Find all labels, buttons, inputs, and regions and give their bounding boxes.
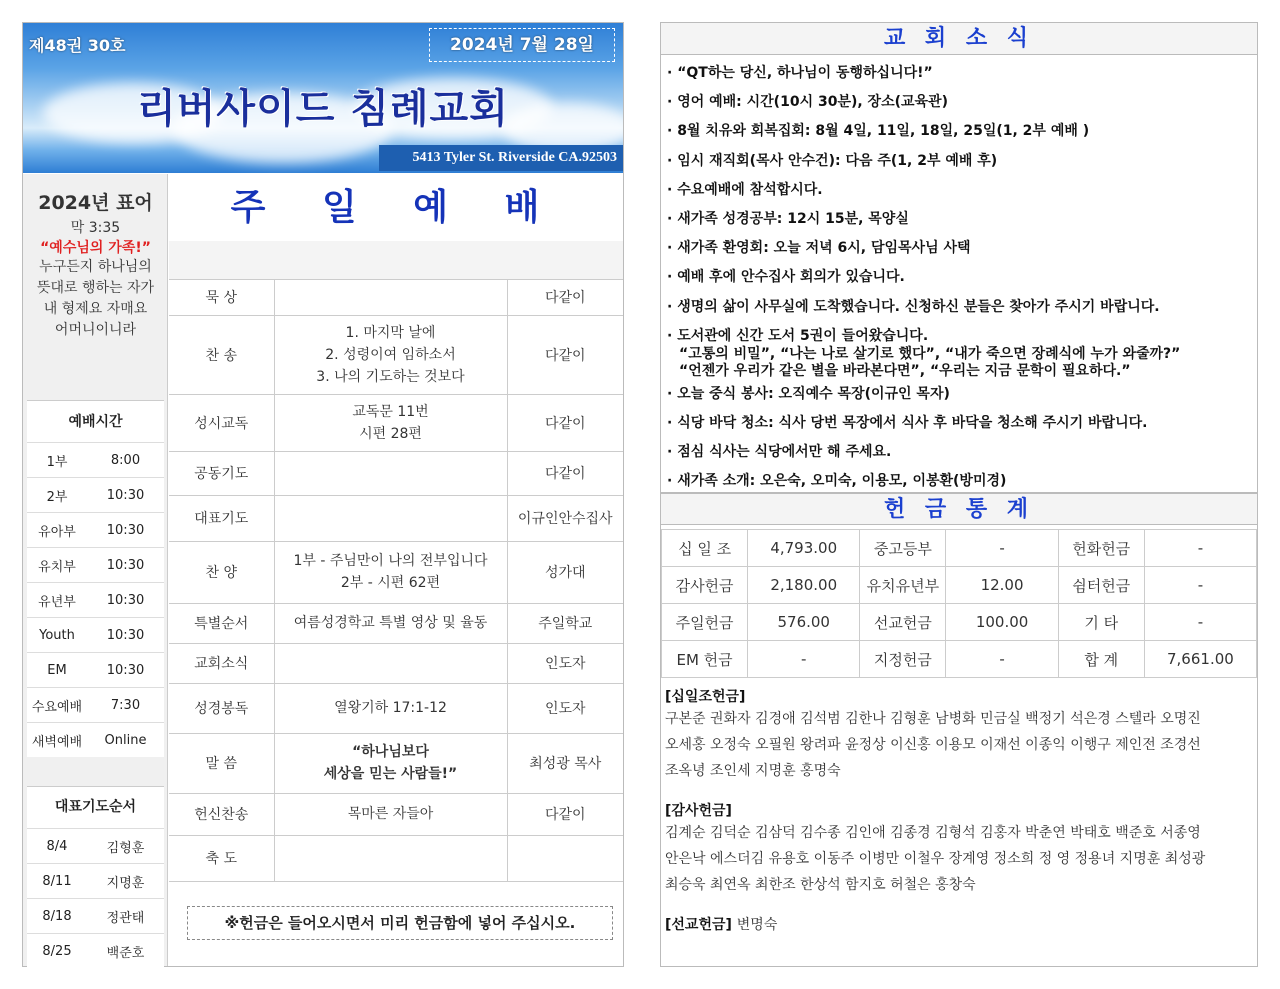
- offering-value: -: [748, 641, 860, 678]
- bulletin-date: 2024년 7월 28일: [429, 28, 615, 62]
- offering-row: [662, 567, 1257, 604]
- order-content: 교독문 11번 시편 28편: [274, 394, 507, 451]
- order-of-worship: [169, 241, 623, 882]
- schedule-row: [27, 722, 164, 757]
- mission-names: 변명숙: [736, 917, 778, 933]
- news-item: · 점심 식사는 식당에서만 해 주세요.: [667, 444, 892, 461]
- service-time: Online: [104, 732, 147, 748]
- offering-row: [662, 604, 1257, 641]
- service-time: 8:00: [110, 452, 141, 468]
- tithe-names: 오세홍 오정숙 오필원 왕려파 윤정상 이신홍 이용모 이재선 이종익 이행구 제인전 조경선: [665, 737, 1201, 753]
- offering-label: 유치유년부: [860, 567, 946, 604]
- news-item: · “QT하는 당신, 하나님이 동행하십니다!”: [667, 65, 933, 81]
- order-item: 찬 양: [169, 541, 274, 603]
- order-leader: 인도자: [507, 683, 623, 733]
- prayer-row: [27, 828, 164, 863]
- service-name: Youth: [39, 627, 75, 643]
- offering-label: 감사헌금: [662, 567, 748, 604]
- offering-value: -: [946, 641, 1058, 678]
- order-content: [274, 279, 507, 315]
- offering-title: 헌 금 통 계: [661, 493, 1257, 525]
- news-item: · 도서관에 신간 도서 5권이 들어왔습니다.: [667, 327, 929, 344]
- order-leader: 인도자: [507, 643, 623, 683]
- service-time: 10:30: [106, 557, 145, 573]
- service-name: 수요예배: [31, 699, 83, 715]
- news-item: · 식당 바닥 청소: 식사 당번 목장에서 식사 후 바닥을 청소해 주시기 바랍니다.: [667, 415, 1148, 432]
- schedule-row: [27, 477, 164, 512]
- order-row: [169, 541, 623, 603]
- prayer-order: [27, 786, 164, 968]
- order-item: 말 씀: [169, 733, 274, 793]
- service-name: 유아부: [38, 524, 76, 540]
- tithe-names: 구본준 권화자 김경애 김석범 김한나 김형훈 남병화 민금실 백정기 석은경 스텔라 오명진: [665, 711, 1201, 727]
- order-content: 1. 마지막 날에 2. 성령이여 임하소서 3. 나의 기도하는 것보다: [274, 315, 507, 394]
- service-name: 1부: [46, 454, 68, 470]
- order-content: 1부 - 주님만이 나의 전부입니다 2부 - 시편 62편: [274, 541, 507, 603]
- prayer-name: 지명훈: [106, 875, 145, 891]
- offering-value: 100.00: [946, 604, 1058, 641]
- offering-label: 기 타: [1058, 604, 1144, 641]
- prayer-date: 8/18: [42, 908, 72, 924]
- prayer-row: [27, 898, 164, 933]
- service-name: 유년부: [38, 594, 76, 610]
- church-address: 5413 Tyler St. Riverside CA.92503: [379, 145, 623, 171]
- order-item: 묵 상: [169, 279, 274, 315]
- order-row: [169, 733, 623, 793]
- schedule-row: [27, 617, 164, 652]
- order-item: 헌신찬송: [169, 793, 274, 835]
- order-row: [169, 835, 623, 881]
- news-item: · 영어 예배: 시간(10시 30분), 장소(교육관): [667, 94, 948, 111]
- order-content: 목마른 자들아: [274, 793, 507, 835]
- offering-label: 선교헌금: [860, 604, 946, 641]
- offering-label: 쉼터헌금: [1058, 567, 1144, 604]
- prayer-row: [27, 863, 164, 898]
- news-item: · 8월 치유와 회복집회: 8월 4일, 11일, 18일, 25일(1, 2부 예배 ): [667, 123, 1090, 140]
- offering-row: [662, 530, 1257, 567]
- tithe-names: 조옥녕 조인세 지명훈 홍명숙: [665, 763, 841, 779]
- prayer-name: 김형훈: [106, 840, 145, 856]
- service-time: 10:30: [106, 522, 145, 538]
- order-leader: 다같이: [507, 279, 623, 315]
- mission-heading: [선교헌금]: [665, 917, 732, 933]
- news-item: · 생명의 삶이 사무실에 도착했습니다. 신청하신 분들은 찾아가 주시기 바랍니다.: [667, 298, 1160, 315]
- service-time: 7:30: [110, 697, 141, 713]
- order-row: [169, 315, 623, 394]
- order-row: [169, 394, 623, 451]
- thanks-names: 안은낙 에스더김 유용호 이동주 이병만 이철우 장계영 정소희 정 영 정용녀 지명훈 최성광: [665, 851, 1206, 867]
- order-leader: 성가대: [507, 541, 623, 603]
- sermon-title: “하나님보다 세상을 믿는 사람들!”: [274, 733, 507, 793]
- offering-label: 중고등부: [860, 530, 946, 567]
- thanks-names: 최승욱 최연옥 최한조 한상석 함지호 허철은 홍창숙: [665, 877, 976, 893]
- order-leader: 이규인안수집사: [507, 495, 623, 541]
- order-row: [169, 495, 623, 541]
- order-item: 축 도: [169, 835, 274, 881]
- service-name: EM: [47, 662, 67, 678]
- order-row: [169, 279, 623, 315]
- schedule-row: [27, 687, 164, 722]
- prayer-name: 정관태: [106, 910, 145, 926]
- service-name: 유치부: [38, 559, 76, 575]
- offering-value: 576.00: [748, 604, 860, 641]
- prayer-row: [27, 933, 164, 968]
- news-item: · 새가족 소개: 오은숙, 오미숙, 이용모, 이봉환(방미경): [667, 473, 1007, 490]
- motto-title: 2024년 표어: [38, 192, 153, 214]
- spacer-row: [169, 241, 623, 279]
- order-item: 찬 송: [169, 315, 274, 394]
- offering-notice: ※헌금은 들어오시면서 미리 헌금함에 넣어 주십시오.: [187, 906, 613, 940]
- mission-line: [665, 914, 1253, 934]
- offering-label: 주일헌금: [662, 604, 748, 641]
- offering-label: EM 헌금: [662, 641, 748, 678]
- service-name: 새벽예배: [31, 734, 83, 750]
- motto-line: 내 형제요 자매요: [43, 301, 148, 317]
- offering-label: 지정헌금: [860, 641, 946, 678]
- worship-title: 주 일 예 배: [230, 187, 562, 228]
- order-content: [274, 451, 507, 495]
- service-name: 2부: [46, 489, 68, 505]
- order-row: [169, 603, 623, 643]
- news-item: · 새가족 환영회: 오늘 저녁 6시, 담임목사님 사택: [667, 240, 971, 257]
- church-news: [661, 55, 1257, 493]
- church-name: 리버사이드 침례교회: [137, 86, 509, 132]
- order-leader: 다같이: [507, 451, 623, 495]
- order-row: [169, 643, 623, 683]
- order-row: [169, 683, 623, 733]
- offering-value: 2,180.00: [748, 567, 860, 604]
- order-item: 성시교독: [169, 394, 274, 451]
- tithe-heading: [십일조헌금]: [665, 689, 746, 705]
- order-item: 공동기도: [169, 451, 274, 495]
- schedule-row: [27, 547, 164, 582]
- order-row: [169, 451, 623, 495]
- motto-quote: “예수님의 가족!”: [40, 240, 151, 256]
- new-books-list: “고통의 비밀”, “나는 나로 살기로 했다”, “내가 죽으면 장례식에 누가 와줄까?”: [679, 345, 1181, 362]
- news-item: · 오늘 중식 봉사: 오직예수 목장(이규인 목자): [667, 385, 950, 402]
- order-leader: 주일학교: [507, 603, 623, 643]
- offering-label: 합 계: [1058, 641, 1144, 678]
- schedule-title: 예배시간: [27, 400, 164, 442]
- order-leader: [507, 835, 623, 881]
- order-item: 성경봉독: [169, 683, 274, 733]
- offering-value: 12.00: [946, 567, 1058, 604]
- thanks-names: 김계순 김덕순 김삼덕 김수종 김인애 김종경 김형석 김홍자 박춘연 박태호 백준호 서종영: [665, 825, 1201, 841]
- news-item: · 임시 재직회(목사 안수건): 다음 주(1, 2부 예배 후): [667, 152, 998, 169]
- offering-label: 십 일 조: [662, 530, 748, 567]
- new-books-list: “언젠가 우리가 같은 별을 바라본다면”, “우리는 지금 문학이 필요하다.”: [679, 362, 1131, 379]
- order-leader: 최성광 목사: [507, 733, 623, 793]
- order-item: 교회소식: [169, 643, 274, 683]
- offering-value: -: [1144, 604, 1256, 641]
- schedule-row: [27, 582, 164, 617]
- issue-number: 제48권 30호: [29, 36, 126, 55]
- order-row: [169, 793, 623, 835]
- motto-reference: 막 3:35: [70, 220, 121, 236]
- service-time: 10:30: [106, 487, 145, 503]
- offering-total: 7,661.00: [1144, 641, 1256, 678]
- order-item: 특별순서: [169, 603, 274, 643]
- order-content: [274, 643, 507, 683]
- schedule-row: [27, 512, 164, 547]
- news-item: · 새가족 성경공부: 12시 15분, 목양실: [667, 211, 909, 228]
- bulletin-back-page: [660, 22, 1258, 967]
- schedule-row: [27, 652, 164, 687]
- motto-line: 어머니이니라: [54, 322, 137, 338]
- order-item: 대표기도: [169, 495, 274, 541]
- yearly-motto: [27, 184, 164, 350]
- prayer-order-title: 대표기도순서: [27, 786, 164, 828]
- news-title: 교 회 소 식: [661, 23, 1257, 55]
- motto-line: 뜻대로 행하는 자가: [36, 280, 155, 296]
- left-sidebar: [23, 174, 168, 966]
- service-time: 10:30: [106, 662, 145, 678]
- bulletin-front-page: [22, 22, 624, 967]
- donor-names: [661, 678, 1257, 940]
- order-content: [274, 495, 507, 541]
- header-banner: [23, 23, 623, 173]
- offering-value: -: [1144, 567, 1256, 604]
- order-content: 여름성경학교 특별 영상 및 율동: [274, 603, 507, 643]
- service-time: 10:30: [106, 627, 145, 643]
- worship-schedule: [27, 400, 164, 757]
- prayer-name: 백준호: [106, 945, 145, 961]
- motto-line: 누구든지 하나님의: [39, 259, 152, 275]
- news-item: · 예배 후에 안수집사 회의가 있습니다.: [667, 269, 905, 286]
- offering-row: [662, 641, 1257, 678]
- offering-value: 4,793.00: [748, 530, 860, 567]
- prayer-date: 8/11: [42, 873, 72, 889]
- order-content: 열왕기하 17:1-12: [274, 683, 507, 733]
- prayer-date: 8/4: [46, 838, 68, 854]
- thanks-heading: [감사헌금]: [665, 803, 732, 819]
- offering-label: 헌화헌금: [1058, 530, 1144, 567]
- schedule-row: [27, 442, 164, 477]
- offering-value: -: [946, 530, 1058, 567]
- offering-value: -: [1144, 530, 1256, 567]
- order-leader: 다같이: [507, 315, 623, 394]
- offering-table: [661, 529, 1257, 678]
- order-leader: 다같이: [507, 394, 623, 451]
- prayer-date: 8/25: [42, 943, 72, 959]
- order-content: [274, 835, 507, 881]
- service-time: 10:30: [106, 592, 145, 608]
- order-leader: 다같이: [507, 793, 623, 835]
- news-item: · 수요예배에 참석합시다.: [667, 181, 823, 198]
